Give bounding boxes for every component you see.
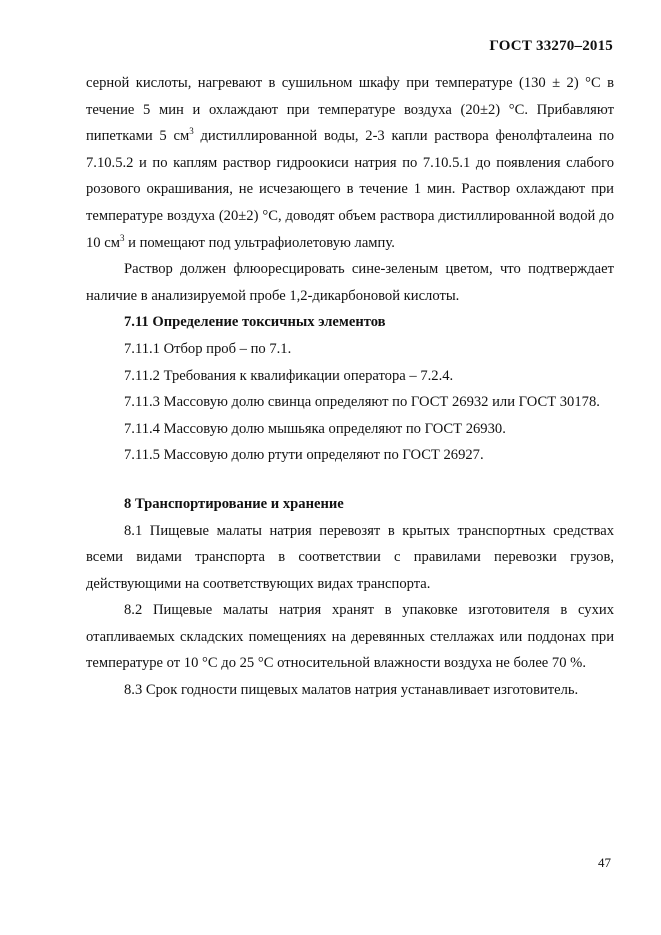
clause-7-11-5: 7.11.5 Массовую долю ртути определяют по ГОСТ 26927. — [124, 447, 484, 464]
clause-8-3: 8.3 Срок годности пищевых малатов натрия устанавливает изготовитель. — [124, 682, 579, 699]
section-spacer — [86, 469, 614, 491]
clause-8-1: 8.1 Пищевые малаты натрия перевозят в крытых транспортных средствах всеми видами транспорта в соответствии с правилами перевозки грузов, действующими на соответствующих видах транспорта. — [86, 522, 614, 592]
document-header: ГОСТ 33270–2015 — [489, 38, 613, 54]
section-heading-7-11: 7.11 Определение токсичных элементов — [124, 314, 386, 331]
superscript-3: 3 — [189, 126, 194, 137]
clause-7-11-3: 7.11.3 Массовую долю свинца определяют по ГОСТ 26932 или ГОСТ 30178. — [124, 394, 600, 411]
clause-8-2: 8.2 Пищевые малаты натрия хранят в упаковке изготовителя в сухих отапливаемых складских помещениях на деревянных стеллажах или поддонах при температуре от 10 °С до 25 °С относительной влажности воздуха не более 70 %. — [86, 602, 614, 672]
procedure-text-b: дистиллированной воды, 2-3 капли раствора фенолфталеина по 7.10.5.2 и по каплям раствор гидроокиси натрия по 7.10.5.1 до появления слабого розового окрашивания, не исчезающего в течение 1 мин. Раствор охлаждают при температуре воздуха (20±2) °С, доводят объем раствора дистиллированной водой до 10 см — [86, 128, 615, 251]
section-heading-8: 8 Транспортирование и хранение — [124, 495, 344, 512]
superscript-3: 3 — [119, 232, 125, 243]
page-number: 47 — [598, 855, 611, 870]
clause-7-11-2: 7.11.2 Требования к квалификации оператора – 7.2.4. — [124, 367, 454, 384]
procedure-text-a: серной кислоты, нагревают в сушильном шкафу при температуре (130 ± 2) °С в течение 5 мин и охлаждают при температуре воздуха (20±2) °С. Прибавляют пипетками 5 см — [86, 75, 614, 145]
procedure-text-c: и помещают под ультрафиолетовую лампу. — [124, 234, 395, 251]
paragraph-fluorescence: Раствор должен флюоресцировать сине-зеленым цветом, что подтверждает наличие в анализируемой пробе 1,2-дикарбоновой кислоты. — [86, 261, 614, 304]
page-body — [86, 70, 614, 704]
clause-7-11-4: 7.11.4 Массовую долю мышьяка определяют по ГОСТ 26930. — [124, 420, 506, 437]
clause-7-11-1: 7.11.1 Отбор проб – по 7.1. — [124, 340, 292, 357]
paragraph-procedure — [86, 70, 614, 256]
